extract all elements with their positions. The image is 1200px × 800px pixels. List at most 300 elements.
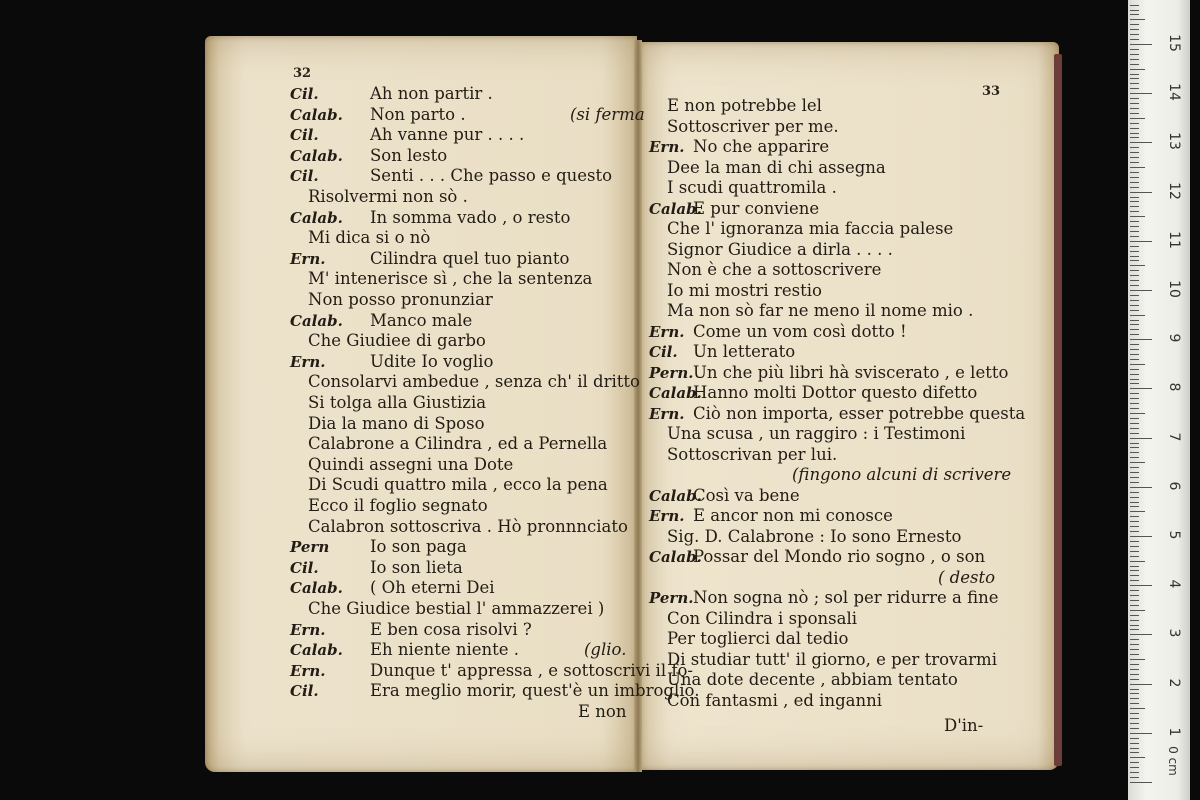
ruler-label: 6 [1166,481,1182,491]
line-text: Ah non partir . [370,84,493,103]
text-line [649,322,907,342]
ruler-tick [1130,521,1139,522]
line-text: In somma vado , o resto [370,207,571,227]
ruler-tick [1130,300,1139,301]
ruler-tick [1130,113,1139,114]
ruler-tick [1130,69,1145,70]
line-text: Con Cilindra i sponsali [667,608,858,628]
ruler-label: 3 [1166,628,1182,638]
speaker-name: Ern. [649,507,685,525]
ruler-tick [1130,280,1139,281]
text-line [290,681,699,701]
ruler-tick [1130,423,1139,424]
text-line [649,486,800,506]
ruler-tick [1130,782,1152,783]
text-line [308,475,608,495]
text-line [290,311,472,331]
ruler-tick [1130,467,1139,468]
line-text: Io son paga [370,537,467,557]
text-line [290,105,466,125]
ruler-tick [1130,654,1139,655]
ruler-tick [1130,359,1139,360]
ruler-tick [1130,541,1139,542]
ruler-tick [1130,44,1152,45]
left-catchword: E non [578,702,627,721]
line-text: Di Scudi quattro mila , ecco la pena [308,475,608,495]
text-line [667,219,953,239]
speaker-name: Calab. [649,548,702,566]
line-text: Calabrone a Cilindra , ed a Pernella [308,434,608,454]
ruler-tick [1130,570,1139,571]
text-line [667,96,822,116]
ruler-tick [1130,369,1139,370]
speaker-name: Calab. [290,641,343,660]
ruler-tick [1130,108,1139,109]
ruler-label: 10 [1166,280,1182,298]
line-text: Ecco il foglio segnato [308,496,488,515]
text-line [649,199,819,219]
line-text: Udite Io voglio [370,351,494,371]
text-line [667,424,965,444]
ruler-tick [1130,698,1139,699]
ruler-tick [1130,187,1139,188]
line-text: Hanno molti Dottor questo difetto [693,383,978,402]
cover-edge [1054,54,1062,766]
ruler-tick [1130,216,1145,217]
ruler-tick [1130,629,1139,630]
line-text: Sig. D. Calabrone : Io sono Ernesto [667,526,962,546]
ruler-label: 15 [1166,34,1182,52]
text-line [290,249,569,269]
ruler-tick [1130,383,1139,384]
line-text: I scudi quattromila . [667,178,837,197]
ruler-tick [1130,123,1139,124]
ruler-tick [1130,443,1139,444]
text-line [290,620,532,640]
text-line [649,588,999,608]
speaker-name: Cil. [290,558,319,577]
ruler-tick [1130,133,1139,134]
ruler-tick [1130,447,1139,448]
ruler-tick [1130,600,1139,601]
text-line [308,290,493,310]
text-line [308,393,486,413]
ruler-tick [1130,221,1139,222]
ruler-tick [1130,364,1145,365]
ruler-tick [1130,452,1139,453]
text-line [290,84,493,104]
ruler-tick [1130,728,1139,729]
ruler-tick [1130,329,1139,330]
line-text: Con fantasmi , ed inganni [667,690,882,710]
ruler-tick [1130,620,1139,621]
ruler-label: 5 [1166,530,1182,540]
text-line [308,269,592,289]
speaker-name: Cil. [290,682,319,701]
ruler-label: 11 [1166,230,1182,249]
ruler-tick [1130,634,1152,635]
ruler-label: 13 [1166,132,1182,151]
ruler-tick [1130,703,1139,704]
ruler-tick [1130,260,1139,261]
ruler-tick [1130,265,1145,266]
speaker-name: Cil. [290,126,319,145]
line-text: E ancor non mi conosce [693,506,893,525]
text-line [667,301,973,321]
ruler-tick [1130,270,1139,271]
ruler-tick [1130,177,1139,178]
line-text: Eh niente niente . [370,640,520,660]
text-line [290,640,519,660]
left-page-number: 32 [293,66,312,81]
ruler-tick [1130,610,1145,611]
ruler-tick [1130,182,1139,183]
ruler-tick [1130,748,1139,749]
line-text: Si tolga alla Giustizia [308,393,487,412]
right-page-number: 33 [982,84,1001,99]
ruler-tick [1130,197,1139,198]
ruler-tick [1130,502,1139,503]
ruler-tick [1130,733,1152,734]
speaker-name: Ern. [649,322,685,341]
ruler-tick [1130,684,1152,685]
text-line [308,331,486,351]
ruler-tick [1130,64,1139,65]
speaker-name: Cil. [290,167,319,186]
stage-direction: (fingono alcuni di scrivere [792,465,1012,484]
ruler-label: 4 [1166,579,1182,589]
ruler-tick [1130,14,1139,15]
speaker-name: Pern. [649,589,694,607]
ruler-tick [1130,93,1152,94]
text-line [308,414,485,434]
ruler-tick [1130,10,1139,11]
ruler-tick [1130,192,1152,193]
line-text: Era meglio morir, quest'è un imbroglio. [370,681,700,701]
ruler-tick [1130,413,1145,414]
text-line [667,629,848,649]
line-text: Così va bene [693,485,800,505]
ruler-tick [1130,738,1139,739]
text-line [649,547,985,567]
ruler-tick [1130,334,1139,335]
line-text: Manco male [370,310,473,330]
text-line [308,434,607,454]
ruler-label: 14 [1166,83,1182,102]
ruler-tick [1130,344,1139,345]
line-text: No che apparire [693,137,830,156]
ruler-tick [1130,157,1139,158]
ruler-tick [1130,162,1139,163]
ruler-tick [1130,98,1139,99]
speaker-name: Ern. [290,249,326,268]
line-text: Dee la man di chi assegna [667,157,886,177]
ruler-tick [1130,54,1139,55]
line-text: Risolvermi non sò . [308,187,468,206]
ruler-tick [1130,511,1145,512]
ruler-tick [1130,88,1139,89]
ruler-label: 12 [1166,181,1182,200]
text-line [649,363,1008,383]
ruler-tick [1130,128,1139,129]
text-line [667,691,882,711]
ruler-tick [1130,147,1139,148]
ruler-tick [1130,679,1139,680]
ruler-tick [1130,388,1152,389]
line-text: Che Giudiee di garbo [308,331,486,351]
line-text: Non è che a sottoscrivere [667,260,882,279]
text-line [308,599,604,619]
line-text: Un letterato [693,342,796,361]
right-catchword: D'in- [944,716,984,735]
ruler-tick [1130,659,1145,660]
line-text: Son lesto [370,145,448,165]
ruler-tick [1130,526,1139,527]
speaker-name: Calab. [290,579,343,598]
ruler-tick [1130,669,1139,670]
ruler-tick [1130,561,1145,562]
line-text: E ben cosa risolvi ? [370,619,532,639]
ruler-tick [1130,718,1139,719]
ruler-tick [1130,762,1139,763]
ruler-tick [1130,575,1139,576]
ruler-tick [1130,142,1152,143]
line-text: Ah vanne pur . . . . [370,125,525,145]
line-text: E non potrebbe lel [667,96,822,115]
speaker-name: Calab. [290,105,343,124]
ruler-tick [1130,34,1139,35]
ruler-tick [1130,354,1139,355]
speaker-name: Calab. [649,384,702,402]
text-line [649,404,1025,424]
text-line [667,117,839,137]
ruler-tick [1130,172,1139,173]
ruler-tick [1130,605,1139,606]
text-line [290,558,463,578]
line-text: Dia la mano di Sposo [308,413,485,433]
speaker-name: Pern. [649,363,694,382]
line-text: Mi dica si o nò [308,228,431,248]
line-text: Ciò non importa, esser potrebbe questa [693,403,1026,423]
ruler-tick [1130,118,1145,119]
ruler-tick [1130,708,1145,709]
ruler-tick [1130,615,1139,616]
line-text: M' intenerisce sì , che la sentenza [308,269,593,289]
ruler-tick [1130,536,1152,537]
ruler-tick [1130,19,1145,20]
ruler-tick [1130,398,1139,399]
ruler-tick [1130,39,1139,40]
ruler-tick [1130,438,1152,439]
ruler-tick [1130,275,1139,276]
ruler-tick [1130,743,1139,744]
text-line [667,281,822,301]
ruler-tick [1130,674,1139,675]
text-line [667,240,893,260]
ruler-tick [1130,246,1139,247]
text-line [649,342,795,362]
ruler-unit-label: 0 cm [1165,746,1180,776]
text-line [290,166,612,186]
ruler-tick [1130,408,1139,409]
text-line [290,208,570,228]
ruler-tick [1130,83,1139,84]
ruler-tick [1130,585,1152,586]
speaker-name: Pern [290,538,330,557]
speaker-name: Ern. [649,404,685,423]
text-line [308,187,468,207]
ruler-label: 7 [1166,432,1182,442]
line-text: Non sogna nò ; sol per ridurre a fine [693,588,999,607]
ruler-tick [1130,206,1139,207]
line-text: Io mi mostri restio [667,280,822,300]
stage-direction: ( desto [938,567,996,587]
ruler-tick [1130,305,1139,306]
ruler-label: 2 [1166,678,1182,688]
line-text: Non parto . [370,104,466,124]
text-line [667,609,857,629]
line-text: Possar del Mondo rio sogno , o son [693,547,986,566]
ruler-tick [1130,349,1139,350]
text-line [667,445,837,465]
line-text: Una dote decente , abbiam tentato [667,670,958,689]
speaker-name: Ern. [290,620,326,639]
text-line [290,537,467,557]
line-text: Senti . . . Che passo e questo [370,166,613,186]
speaker-name: Calab. [290,208,343,227]
line-text: ( Oh eterni Dei [370,578,495,598]
ruler-tick [1130,462,1145,463]
ruler-tick [1130,556,1139,557]
ruler-tick [1130,310,1139,311]
ruler-tick [1130,506,1139,507]
line-text: Come un vom così dotto ! [693,321,907,341]
text-line [308,372,640,392]
stage-direction: (si ferma [570,104,645,124]
line-text: E pur conviene [693,198,820,218]
line-text: Quindi assegni una Dote [308,454,514,474]
ruler-tick [1130,639,1139,640]
ruler-tick [1130,566,1139,567]
ruler-tick [1130,487,1152,488]
line-text: Una scusa , un raggiro : i Testimoni [667,424,966,443]
text-line [308,455,513,475]
text-line [290,352,493,372]
line-text: Non posso pronunziar [308,290,493,309]
ruler-tick [1130,231,1139,232]
ruler-tick [1130,772,1139,773]
speaker-name: Calab. [290,311,343,330]
ruler-tick [1130,457,1139,458]
ruler-tick [1130,24,1139,25]
text-line [290,661,693,681]
ruler-tick [1130,339,1152,340]
ruler-tick [1130,211,1139,212]
ruler-tick [1130,551,1139,552]
line-text: Io son lieta [370,557,463,577]
ruler-tick [1130,723,1139,724]
ruler-tick [1130,103,1139,104]
ruler-tick [1130,590,1139,591]
text-line [649,137,829,157]
ruler-tick [1130,241,1152,242]
text-line [649,383,977,403]
ruler-tick [1130,324,1139,325]
text-line [667,527,961,547]
ruler-tick [1130,137,1139,138]
line-text: Calabron sottoscriva . Hò pronnnciato [308,516,628,536]
ruler-tick [1130,595,1139,596]
line-text: Che Giudice bestial l' ammazzerei ) [308,599,605,618]
ruler-tick [1130,757,1145,758]
ruler-tick [1130,315,1145,316]
ruler-tick [1130,477,1139,478]
ruler-tick [1130,752,1139,753]
ruler-tick [1130,201,1139,202]
ruler-tick [1130,693,1139,694]
text-line [290,125,524,145]
speaker-name: Calab. [649,486,702,505]
ruler-tick [1130,689,1139,690]
ruler-tick [1130,5,1139,6]
text-line [667,650,997,670]
line-text: Cilindra quel tuo pianto [370,248,570,268]
ruler-tick [1130,664,1139,665]
line-text: Consolarvi ambedue , senza ch' il dritto [308,372,640,392]
speaker-name: Ern. [290,661,326,680]
ruler-tick [1130,472,1139,473]
ruler-tick [1130,320,1139,321]
text-line [667,260,881,280]
line-text: Di studiar tutt' il giorno, e per trovarmi [667,649,997,669]
speaker-name: Cil. [290,85,319,103]
text-line [667,670,958,690]
ruler-tick [1130,379,1139,380]
text-line [667,178,837,198]
line-text: Che l' ignoranza mia faccia palese [667,219,954,238]
text-line [308,228,430,248]
text-line [308,517,628,537]
speaker-name: Ern. [290,352,326,371]
ruler-tick [1130,482,1139,483]
ruler-tick [1130,713,1139,714]
text-line [667,158,886,178]
ruler-tick [1130,497,1139,498]
ruler-label: 8 [1166,382,1182,392]
ruler-tick [1130,256,1139,257]
line-text: Ma non sò far ne meno il nome mio . [667,301,974,320]
ruler-tick [1130,428,1139,429]
line-text: Per toglierci dal tedio [667,629,849,648]
ruler-tick [1130,767,1139,768]
ruler-tick [1130,777,1139,778]
ruler-tick [1130,285,1139,286]
ruler-tick [1130,251,1139,252]
ruler-tick [1130,74,1139,75]
ruler-label: 9 [1166,333,1182,343]
ruler-tick [1130,644,1139,645]
ruler-tick [1130,29,1139,30]
line-text: Sottoscriver per me. [667,116,839,136]
ruler-tick [1130,649,1139,650]
speaker-name: Calab. [290,146,343,165]
ruler-tick [1130,167,1145,168]
ruler-tick [1130,49,1139,50]
speaker-name: Ern. [649,138,685,156]
ruler-tick [1130,59,1139,60]
ruler-tick [1130,433,1139,434]
ruler-tick [1130,580,1139,581]
